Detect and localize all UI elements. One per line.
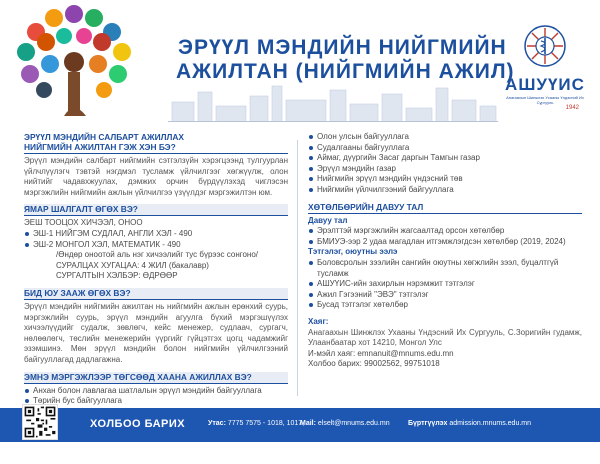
- list-item: БМИУЭ-ээр 2 удаа магадлан итгэмжлэгдсэн хөтөлбөр (2019, 2024): [308, 237, 582, 248]
- exam-subjects-label: ЭЕШ ТООЦОХ ХИЧЭЭЛ, ОНОО: [24, 218, 143, 228]
- section-who-title: ЭРҮҮЛ МЭНДИЙН САЛБАРТ АЖИЛЛАХ НИЙГМИЙН АЖИЛТАН ГЭЖ ХЭН БЭ?: [24, 132, 288, 154]
- list-item: АШУҮИС-ийн захирлын нэрэмжит тэтгэлэг: [308, 279, 582, 290]
- list-item: Төрийн бус байгууллага: [24, 396, 288, 407]
- column-divider: [297, 140, 298, 396]
- list-item: Анхан болон лавлагаа шатлалын эрүүл мэндийн байгууллага: [24, 386, 288, 397]
- footer-contact-label: ХОЛБОО БАРИХ: [90, 418, 186, 430]
- study-format: СУРГАЛТЫН ХЭЛБЭР: ӨДРӨӨР: [56, 271, 178, 281]
- list-item: ЭШ-2 МОНГОЛ ХЭЛ, МАТЕМАТИК - 490: [24, 240, 288, 251]
- exam-note: /Өндөр оноотой аль нэг хичээлийг тус бүрээс сонгоно/: [56, 250, 259, 260]
- page-title-line1: ЭРҮҮЛ МЭНДИЙН НИЙГМИЙН: [178, 36, 507, 59]
- right-column: [308, 132, 582, 370]
- footer-mail[interactable]: Mail: elselt@mnums.edu.mn: [300, 420, 390, 427]
- scholarship-subheading: Тэтгэлэг, оюутны ээлэ: [308, 247, 398, 257]
- header: [0, 0, 600, 124]
- list-item: Эрүүл мэндийн газар: [308, 164, 582, 175]
- colorful-tree-logo: [6, 4, 146, 124]
- list-item: Бусад тэтгэлэг хөтөлбөр: [308, 300, 582, 311]
- list-item: Боловсролын зээлийн сангийн оюутны хөгжлийн зээл, буцалтгүй тусламж: [308, 258, 582, 279]
- list-item: Ажил Гэгээний "ЭВЭ" тэтгэлэг: [308, 290, 582, 301]
- footer-phone: Утас: 7775 7575 - 1018, 1017,: [208, 420, 305, 427]
- left-column: [24, 132, 288, 407]
- advantages-subheading: Давуу тал: [308, 215, 348, 225]
- caduceus-emblem-icon: [523, 24, 567, 68]
- list-item: Судалгааны байгууллага: [308, 143, 582, 154]
- list-item: Эрэлттэй мэргэжлийн жагсаалтад орсон хөтөлбөр: [308, 226, 582, 237]
- list-item: Нийгмийн үйлчилгээний байгууллага: [308, 185, 582, 196]
- address-email: И-мэйл хаяг: emnanuit@mnums.edu.mn: [308, 348, 454, 358]
- logo-name: АШУҮИС: [505, 75, 585, 94]
- list-item: Аймаг, дүүргийн Засаг даргын Тамгын газар: [308, 153, 582, 164]
- section-teach-title: БИД ЮУ ЗААЖ ӨГӨХ ВЭ?: [24, 288, 288, 300]
- list-item: ЭШ-1 НИЙГЭМ СУДЛАЛ, АНГЛИ ХЭЛ - 490: [24, 229, 288, 240]
- page-title-line2: АЖИЛТАН (НИЙГМИЙН АЖИЛ): [176, 60, 515, 83]
- qr-code-icon[interactable]: [22, 404, 58, 440]
- address-phone: Холбоо барих: 99002562, 99751018: [308, 359, 440, 369]
- section-advantages-title: ХӨТӨЛБӨРИЙН ДАВУУ ТАЛ: [308, 202, 582, 214]
- university-logo: [505, 24, 585, 124]
- logo-subtitle: Анагаахын Шинжлэх Ухааны Үндэсний Их Сургууль: [506, 95, 584, 105]
- logo-year: 1942: [565, 105, 579, 111]
- list-item: Олон улсын байгууллага: [308, 132, 582, 143]
- address-title: Хаяг:: [308, 316, 329, 326]
- section-teach-text: Эрүүл мэндийн нийгмийн ажилтан нь нийгмийн ажлын ерөнхий суурь, мэргэжлийн суурь, эрүүл мэндийн агуулга бүхий мэргэшүүлэх хичээлүүдийг судалж, зөвлөгч, кейс менежер, судлаач, сургагч, нөлөөлөгч, төслийн менежерийн үүргийг гүйцэтгэх цогц чадамжийг эзэмшинэ. Мөн эрүүл мэндийн болон нийгмийн үйлчилгээний байгууллагад дадлагажна.: [24, 301, 288, 364]
- study-duration: СУРАЛЦАХ ХУГАЦАА: 4 ЖИЛ (бакалавр): [56, 260, 209, 270]
- address-text: Анагаахын Шинжлэх Ухааны Үндэсний Их Сургууль, С.Зоригийн гудамж, Улаанбаатар хот 14210, Монгол Улс: [308, 327, 582, 348]
- city-skyline-illustration: [168, 82, 498, 122]
- section-who-text: Эрүүл мэндийн салбарт нийгмийн сэтгэлзүйн хэрэгцээнд тулгуурлан үйлчлүүлэгч тэвтэй нэгдмэл тусламж үйлчилгээг хөгжүүлж, олон нийтийг чадавхжуулах, дэмжих орчин бүрдүүлэхэд чиглэсэн мэргэжлийн нийгмийн ажлын үйлчилгээ үзүүлдэг мэргэжилтэн юм.: [24, 156, 288, 197]
- list-item: Нийгмийн эрүүл мэндийн үндэсний төв: [308, 174, 582, 185]
- section-workplace-title: ЭМНЭ МЭРГЭЖЛЭЭР ТӨГСӨӨД ХААНА АЖИЛЛАХ ВЭ?: [24, 372, 288, 384]
- footer-registration[interactable]: Бүртгүүлэх admission.mnums.edu.mn: [408, 420, 532, 427]
- section-exam-title: ЯМАР ШАЛГАЛТ ӨГӨХ ВЭ?: [24, 204, 288, 216]
